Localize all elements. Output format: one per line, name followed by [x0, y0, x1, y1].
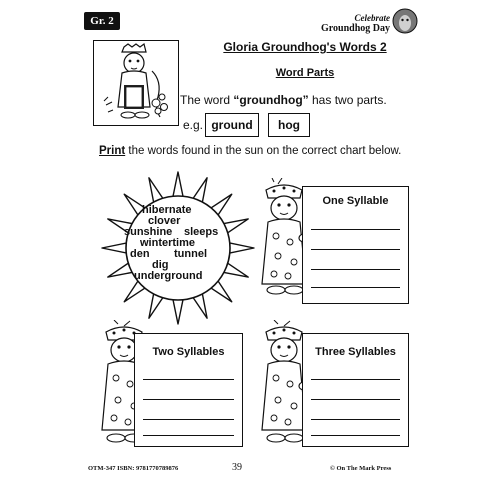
- answer-line[interactable]: [311, 419, 400, 420]
- instruction-text: Print the words found in the sun on the correct chart below.: [99, 145, 402, 157]
- section-subtitle: Word Parts: [275, 67, 335, 79]
- sun-word: wintertime: [140, 237, 196, 249]
- chart-title: Two Syllables: [152, 346, 225, 358]
- word-part-box: ground: [205, 113, 259, 137]
- grade-badge: Gr. 2: [84, 12, 120, 30]
- answer-line[interactable]: [311, 249, 400, 250]
- chart-title: Three Syllables: [315, 346, 396, 358]
- answer-line[interactable]: [143, 399, 234, 400]
- sun-word: clover: [148, 215, 181, 227]
- answer-line[interactable]: [311, 435, 400, 436]
- groundhog-badge-icon: [392, 8, 418, 34]
- footer-code: OTM-347 ISBN: 9781770789876: [88, 465, 179, 472]
- chart-three-syllables: [302, 333, 409, 447]
- footer-publisher: © On The Mark Press: [330, 465, 392, 472]
- sun-word: dig: [152, 259, 169, 271]
- intro-highlight-word: “groundhog”: [233, 93, 309, 107]
- series-title: Groundhog Day: [320, 23, 390, 34]
- sun-word: den: [130, 248, 150, 260]
- answer-line[interactable]: [143, 379, 234, 380]
- chart-title: One Syllable: [322, 195, 389, 207]
- answer-line[interactable]: [143, 435, 234, 436]
- example-label: e.g.: [183, 118, 204, 132]
- answer-line[interactable]: [311, 399, 400, 400]
- chart-two-syllables: [134, 333, 243, 447]
- page-title: Gloria Groundhog's Words 2: [223, 40, 387, 54]
- sun-word: hibernate: [142, 204, 192, 216]
- answer-line[interactable]: [311, 287, 400, 288]
- sun-word: tunnel: [174, 248, 207, 260]
- sun-word: underground: [134, 270, 203, 282]
- page-number: 39: [232, 462, 242, 473]
- answer-line[interactable]: [311, 229, 400, 230]
- sun-word: sleeps: [184, 226, 219, 238]
- answer-line[interactable]: [311, 269, 400, 270]
- intro-sentence: The word “groundhog” has two parts.: [180, 93, 387, 107]
- sun-word: sunshine: [124, 226, 173, 238]
- chart-one-syllable: [302, 186, 409, 304]
- sun-ray: [102, 243, 128, 254]
- answer-line[interactable]: [143, 419, 234, 420]
- sun-ray: [173, 172, 184, 198]
- instruction-verb: Print: [99, 145, 126, 157]
- groundhog-illustration: [93, 40, 179, 126]
- sun-ray: [173, 298, 184, 324]
- word-part-box: hog: [268, 113, 310, 137]
- answer-line[interactable]: [311, 379, 400, 380]
- series-label: Celebrate: [354, 13, 390, 23]
- sun-ray: [228, 243, 254, 254]
